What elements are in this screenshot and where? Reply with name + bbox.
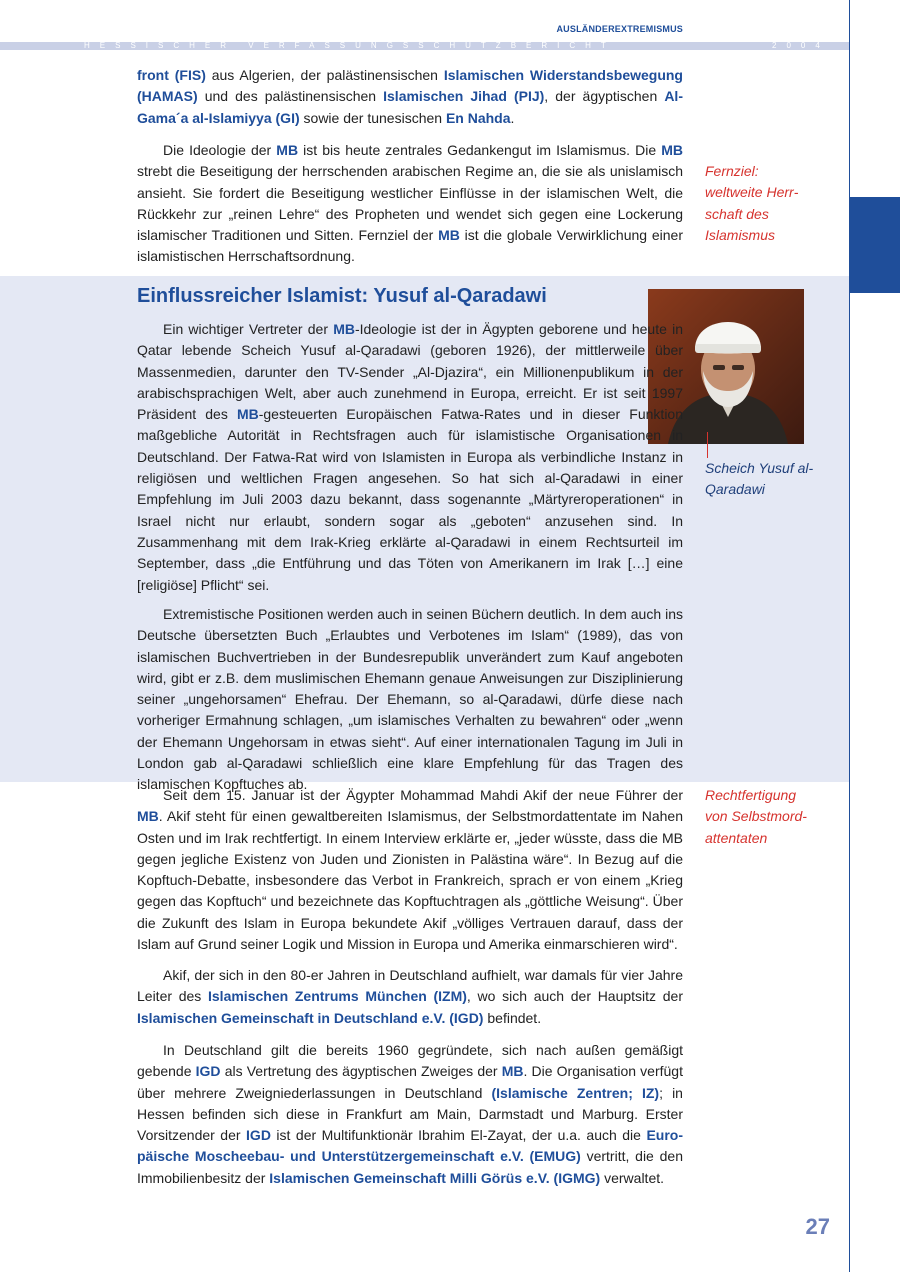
paragraph-izm: Akif, der sich in den 80-er Jahren in Deutschland aufhielt, war damals für vier Jahre Leiter des Islamischen Zentrums München (IZM), wo sich auch der Hauptsitz der Islamischen Gemeinschaft in Deutschland e.V. (IGD) befindet.: [137, 967, 683, 1026]
paragraph-igd: In Deutschland gilt die bereits 1960 gegründete, sich nach außen gemäßigt gebende IGD als Vertretung des ägyptischen Zweiges der MB. Die Organisation verfügt über mehrere Zweigniederlassungen in Deutschland (Islamische Zentren; IZ); in Hessen befinden sich diese in Frankfurt am Main, Darmstadt und Marburg. Erster Vorsitzender der IGD ist der Multifunktionär Ibrahim El-Zayat, der u.a. auch die Europäische Moscheebau- und Unterstützergemeinschaft e.V. (EMUG) vertritt, die den Immobilienbesitz der Islamischen Gemeinschaft Milli Görüs e.V. (IGMG) verwaltet.: [137, 1042, 683, 1186]
header-band-year: 2004: [772, 41, 830, 50]
paragraph-akif: Seit dem 15. Januar ist der Ägypter Mohammad Mahdi Akif der neue Führer der MB. Akif steht für einen gewaltbereiten Islamismus, der Selbstmordattentate im Nahen Osten und im Irak rechtfertigt. In einem Interview erklärte er, „jeder wüsste, dass die MB gegen jegliche Existenz von Juden und Zionisten in Palästina wäre“. In Bezug auf die Kopftuch-Debatte, insbesondere das Verbot in Frankreich, sprach er von einem „Krieg gegen das Kopftuch“ und bezeichnete das Kopftuchtragen als „göttliche Weisung“. Über die Zukunft des Islam in Europa bekundete Akif „völliges Vertrauen darauf, dass der Islam auf Grund seiner Logik und Mission in Europa und Amerika einmarschieren wird“.: [137, 787, 683, 953]
margin-note-fernziel: Fernziel: weltweite Herrschaft des Islamismus: [705, 163, 799, 243]
caption-pointer: [707, 432, 708, 458]
box-paragraph-2: Extremistische Positionen werden auch in seinen Büchern deutlich. In dem auch ins Deutsche übersetzten Buch „Erlaubtes und Verbotenes im Islam“ (1989), das von islamischen Buchvertrieben in der Bundesrepublik unverändert zum Kauf angeboten wird, gibt er z.B. dem muslimischen Ehemann genaue Anweisungen zur Disziplinierung seiner „ungehorsamen“ Ehefrau. Der Ehemann, so al-Qaradawi, dürfe diese nach vorheriger Ermahnung schlagen, „um islamisches Verhalten zu bewahren“ oder „wenn der Ehemann Ungehorsam in etwas sieht“. Auf einer internationalen Tagung im Juli in London gab al-Qaradawi schließlich eine klare Empfehlung für das Tragen des islamischen Kopftuches ab.: [137, 606, 683, 793]
margin-note-rechtfertigung: Rechtfertigung von Selbstmordattentaten: [705, 787, 807, 846]
chapter-tab: [850, 197, 900, 293]
header-band: [0, 42, 849, 50]
section-title: AUSLÄNDEREXTREMISMUS: [556, 24, 683, 34]
header-band-title: HESSISCHER VERFASSUNGSSCHUTZBERICHT: [84, 41, 616, 50]
margin-rule: [849, 0, 850, 1272]
paragraph-organizations: front (FIS) aus Algerien, der palästinensischen Islamischen Widerstandsbewegung (HAMAS) und des palästinensischen Islamischen Jihad (PIJ), der ägyptischen Al-Gama´a al-Islamiyya (GI) sowie der tunesischen En Nahda.: [137, 67, 683, 126]
box-paragraph-1: Ein wichtiger Vertreter der MB-Ideologie ist der in Ägypten geborene und heute in Qatar lebende Scheich Yusuf al-Qaradawi (geboren 1926), der mittlerweile über Massenmedien, darunter den TV-Sender „Al-Djazira“, ein Millionenpublikum in der arabischsprachigen Welt, aber auch zunehmend in Europa, erreicht. Er ist seit 1997 Präsident des MB-gesteuerten Europäischen Fatwa-Rates und in dieser Funktion maßgebliche Autorität in Rechtsfragen auch für islamistische Organisationen in Deutschland. Der Fatwa-Rat wird von Islamisten in Europa als verbindliche Instanz in religiösen und weltlichen Fragen angesehen. So hat sich al-Qaradawi in einer Empfehlung im Juli 2003 dazu bekannt, dass sogenannte „Märtyreroperationen“ in Israel nicht nur erlaubt, sondern sogar als „geboten“ anzusehen sind. In Zusammenhang mit dem Irak-Krieg erklärte al-Qaradawi in einem Rechtsurteil im September, dass „die Entführung und das Töten von Amerikanern im Irak […] eine [religiöse] Pflicht“ sei.: [137, 321, 684, 593]
paragraph-ideology: Die Ideologie der MB ist bis heute zentrales Gedankengut im Islamismus. Die MB strebt die Beseitigung der herrschenden arabischen Regime an, die sie als unislamisch ansieht. Sie fordert die Beseitigung westlicher Einflüsse in der islamischen Welt, die Rückkehr zur „reinen Lehre“ des Propheten und wendet sich gegen eine Lockerung islamischer Traditionen und Sitten. Fernziel der MB ist die globale Verwirklichung einer islamistischen Herrschaftsordnung.: [137, 142, 683, 265]
photo-caption: Scheich Yusuf al-Qaradawi: [705, 460, 814, 498]
page-number: 27: [805, 1214, 830, 1239]
box-title: Einflussreicher Islamist: Yusuf al-Qaradawi: [137, 285, 547, 307]
